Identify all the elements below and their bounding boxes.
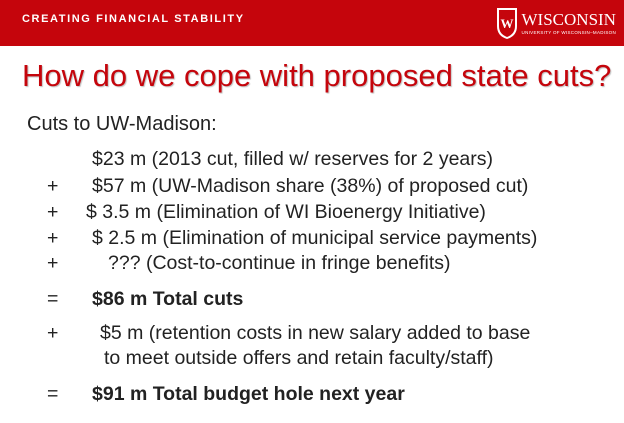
cut-line-fringe: ??? (Cost-to-continue in fringe benefits) bbox=[108, 252, 451, 274]
retention-line: $5 m (retention costs in new salary added to base bbox=[100, 322, 531, 344]
operator-equals: = bbox=[47, 288, 59, 310]
retention-line-continued: to meet outside offers and retain faculty/staff) bbox=[104, 347, 494, 369]
operator-plus: + bbox=[47, 201, 59, 223]
svg-text:W: W bbox=[500, 16, 514, 31]
cut-line-proposed: $57 m (UW-Madison share (38%) of proposed cut) bbox=[92, 175, 529, 197]
slide-subtitle: Cuts to UW-Madison: bbox=[27, 113, 217, 135]
logo-wordmark: WISCONSIN bbox=[521, 10, 616, 29]
cut-line-municipal: $ 2.5 m (Elimination of municipal service payments) bbox=[92, 227, 538, 249]
operator-plus: + bbox=[47, 227, 59, 249]
operator-plus: + bbox=[47, 322, 59, 344]
cut-line-2013: $23 m (2013 cut, filled w/ reserves for 2 years) bbox=[92, 148, 493, 170]
header-banner bbox=[0, 0, 624, 46]
slide-title: How do we cope with proposed state cuts? bbox=[22, 58, 612, 93]
university-logo bbox=[495, 3, 616, 43]
logo-subtitle: UNIVERSITY OF WISCONSIN–MADISON bbox=[521, 30, 616, 35]
total-cuts: $86 m Total cuts bbox=[92, 288, 244, 310]
total-budget-hole: $91 m Total budget hole next year bbox=[92, 383, 405, 405]
banner-tagline: CREATING FINANCIAL STABILITY bbox=[22, 13, 245, 25]
crest-icon bbox=[495, 6, 519, 40]
operator-plus: + bbox=[47, 252, 59, 274]
operator-equals: = bbox=[47, 383, 59, 405]
cut-line-bioenergy: $ 3.5 m (Elimination of WI Bioenergy Initiative) bbox=[86, 201, 486, 223]
operator-plus: + bbox=[47, 175, 59, 197]
